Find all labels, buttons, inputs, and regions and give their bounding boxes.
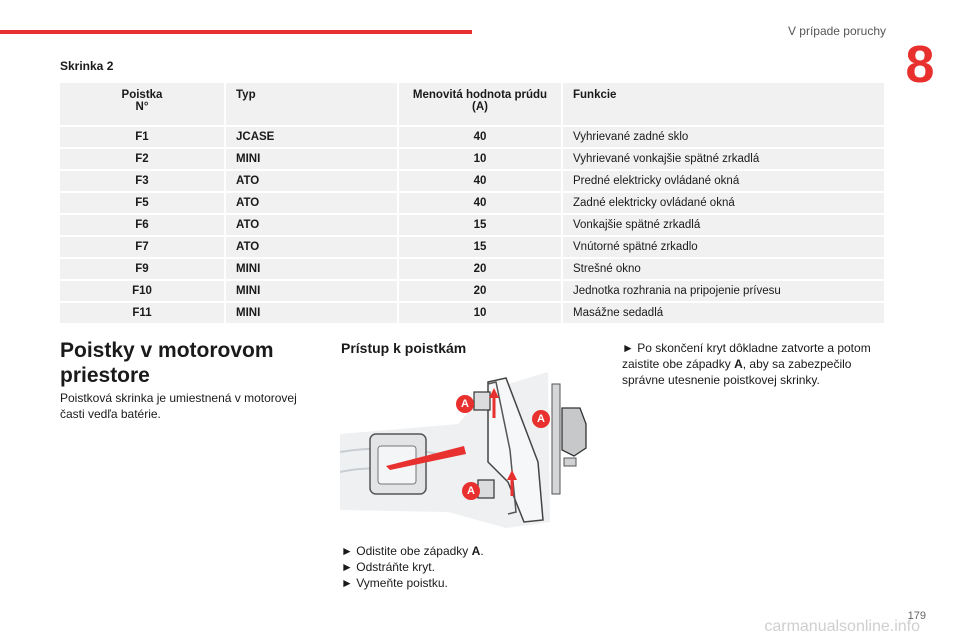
header-accent-bar: [0, 30, 472, 34]
fuse-function: Vnútorné spätné zrkadlo: [562, 236, 885, 258]
running-title: V prípade poruchy: [787, 24, 886, 38]
fuse-type: ATO: [225, 214, 398, 236]
table-row: [60, 126, 885, 148]
access-title: Prístup k poistkám: [341, 340, 467, 356]
access-steps: [341, 543, 484, 591]
callout-a-1: A: [456, 395, 474, 413]
fuse-function: Vyhrievané zadné sklo: [562, 126, 885, 148]
fuse-rating: 10: [398, 302, 562, 324]
fuse-function: Vyhrievané vonkajšie spätné zrkadlá: [562, 148, 885, 170]
fuse-function: Vonkajšie spätné zrkadlá: [562, 214, 885, 236]
column-header-function: Funkcie: [562, 83, 885, 126]
fuse-rating: 15: [398, 214, 562, 236]
callout-a-2: A: [532, 410, 550, 428]
step-item: ► Odstráňte kryt.: [341, 560, 435, 574]
fuse-table: [60, 83, 886, 325]
fuse-type: JCASE: [225, 126, 398, 148]
fuse-number: F9: [60, 258, 225, 280]
fuse-number: F6: [60, 214, 225, 236]
fuse-type: MINI: [225, 280, 398, 302]
fusebox-title: Skrinka 2: [60, 59, 114, 73]
fuse-function: Strešné okno: [562, 258, 885, 280]
fusebox-drawing: [338, 362, 606, 534]
fuse-type: ATO: [225, 236, 398, 258]
table-row: [60, 302, 885, 324]
fuse-function: Predné elektricky ovládané okná: [562, 170, 885, 192]
fuse-rating: 40: [398, 192, 562, 214]
table-row: [60, 170, 885, 192]
fuse-number: F3: [60, 170, 225, 192]
section-intro: Poistková skrinka je umiestnená v motorovej časti vedľa batérie.: [60, 391, 297, 421]
column-header-type: Typ: [225, 83, 398, 126]
table-row: [60, 258, 885, 280]
step-item: ► Vymeňte poistku.: [341, 576, 448, 590]
table-header-row: [60, 83, 885, 126]
fuse-function: Masážne sedadlá: [562, 302, 885, 324]
fuse-type: MINI: [225, 302, 398, 324]
table-row: [60, 148, 885, 170]
fuse-type: ATO: [225, 170, 398, 192]
table-row: [60, 236, 885, 258]
page-number: 179: [907, 610, 926, 622]
column-header-rating: Menovitá hodnota prúdu (A): [398, 83, 562, 126]
fuse-rating: 15: [398, 236, 562, 258]
fuse-rating: 20: [398, 280, 562, 302]
watermark: carmanualsonline.info: [764, 618, 920, 635]
fuse-number: F7: [60, 236, 225, 258]
fuse-number: F2: [60, 148, 225, 170]
fuse-type: ATO: [225, 192, 398, 214]
fuse-rating: 10: [398, 148, 562, 170]
fuse-number: F1: [60, 126, 225, 148]
fuse-rating: 40: [398, 170, 562, 192]
table-row: [60, 192, 885, 214]
table-row: [60, 214, 885, 236]
chapter-number: 8: [905, 36, 935, 94]
fuse-function: Zadné elektricky ovládané okná: [562, 192, 885, 214]
section-title: Poistky v motorovom priestore: [60, 339, 274, 387]
fuse-type: MINI: [225, 258, 398, 280]
step-item: ► Odistite obe západky A.: [341, 544, 484, 558]
fuse-number: F5: [60, 192, 225, 214]
fuse-number: F11: [60, 302, 225, 324]
fusebox-illustration: [338, 362, 606, 534]
closing-instruction: ► Po skončení kryt dôkladne zatvorte a potom zaistite obe západky A, aby sa zabezpečilo správne utesnenie poistkovej skrinky.: [622, 341, 871, 387]
fuse-function: Jednotka rozhrania na pripojenie prívesu: [562, 280, 885, 302]
table-row: [60, 280, 885, 302]
fuse-number: F10: [60, 280, 225, 302]
fuse-rating: 40: [398, 126, 562, 148]
column-header-fuse: Poistka N°: [60, 83, 225, 126]
callout-a-3: A: [462, 482, 480, 500]
fuse-type: MINI: [225, 148, 398, 170]
fuse-rating: 20: [398, 258, 562, 280]
